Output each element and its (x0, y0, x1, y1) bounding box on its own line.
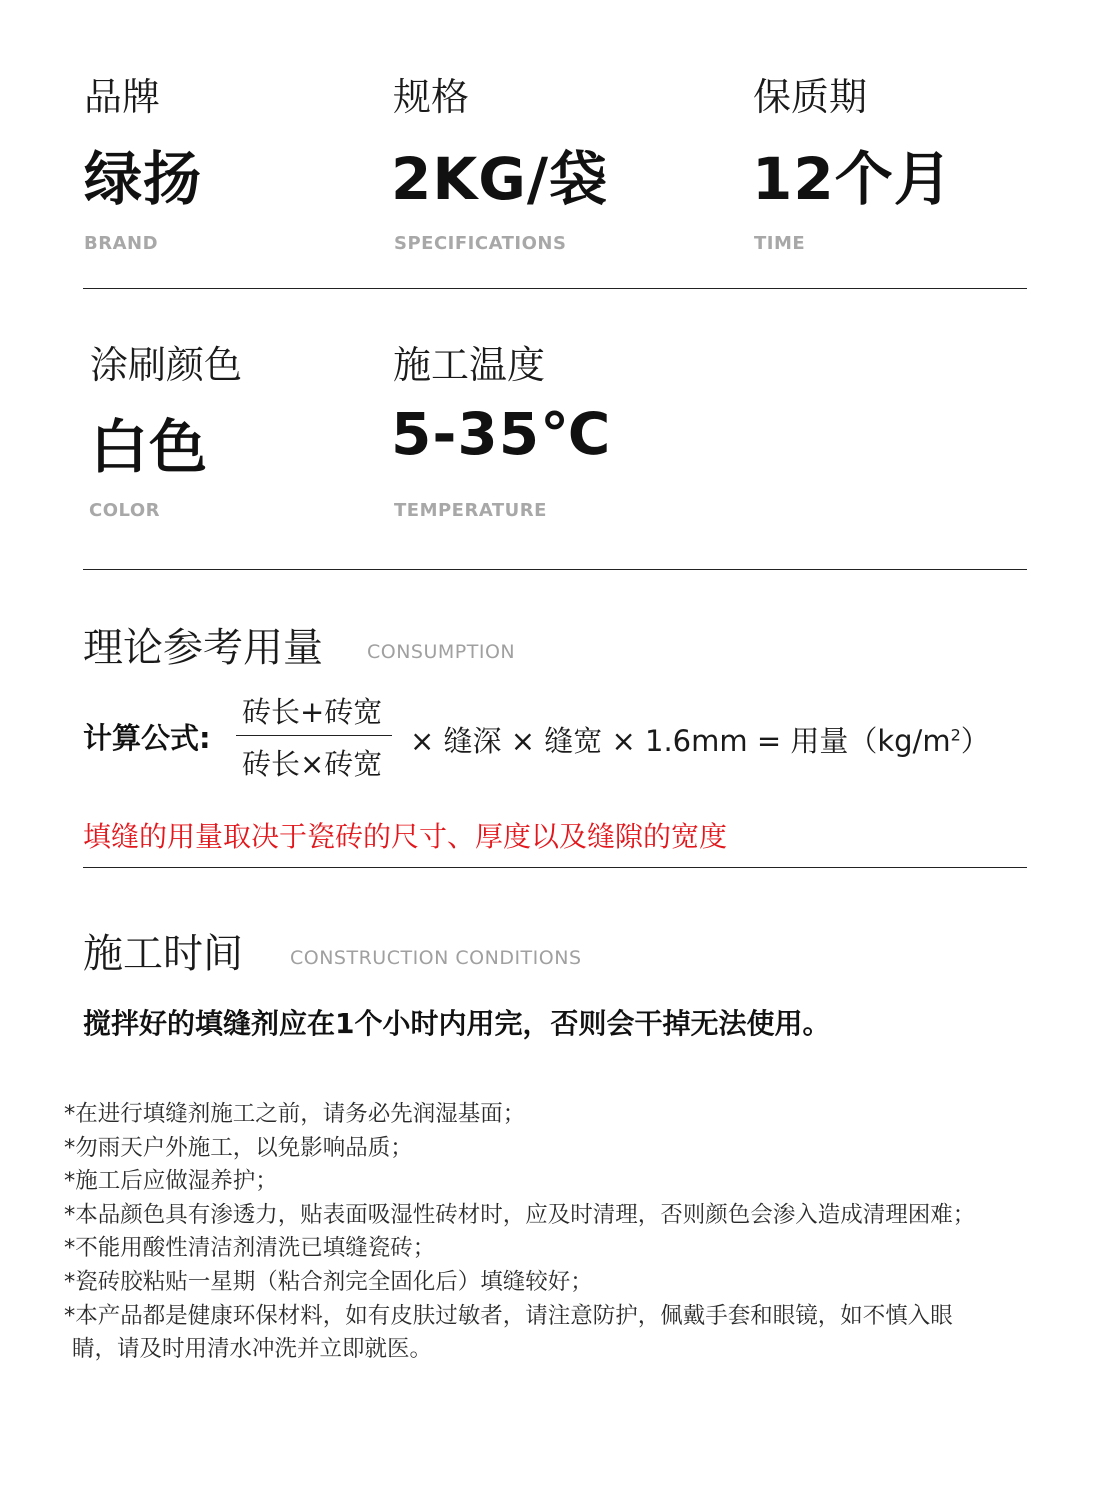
formula-expression-text: × 缝深 × 缝宽 × 1.6mm = 用量（kg/m (410, 724, 951, 758)
formula-label: 计算公式: (83, 721, 211, 755)
brand-en-label: BRAND (84, 233, 159, 254)
temperature-en-label: TEMPERATURE (394, 500, 547, 521)
consumption-title: 理论参考用量 (83, 625, 323, 671)
formula-exponent: 2 (950, 725, 961, 745)
list-item: *本品颜色具有渗透力，贴表面吸湿性砖材时，应及时清理，否则颜色会渗入造成清理困难； (64, 1201, 976, 1228)
shelf-life-label: 保质期 (753, 75, 868, 119)
construction-en-label: CONSTRUCTION CONDITIONS (290, 947, 582, 969)
shelf-life-en-label: TIME (754, 233, 806, 254)
formula-expression (410, 719, 990, 760)
shelf-life-value: 12个月 (752, 145, 953, 213)
precautions-list (64, 1098, 1074, 1367)
formula-numerator: 砖长+砖宽 (242, 695, 383, 729)
brand-label: 品牌 (84, 75, 161, 119)
list-item: *在进行填缝剂施工之前，请务必先润湿基面； (64, 1101, 526, 1127)
list-item: *施工后应做湿养护； (64, 1168, 278, 1195)
list-item-continuation (64, 1333, 1074, 1367)
consumption-en-label: CONSUMPTION (367, 641, 516, 663)
list-item: *本产品都是健康环保材料，如有皮肤过敏者，请注意防护，佩戴手套和眼镜，如不慎入眼 (64, 1302, 953, 1329)
divider-1 (83, 288, 1027, 289)
divider-2 (83, 569, 1027, 570)
list-item: *瓷砖胶粘贴一星期（粘合剂完全固化后）填缝较好； (64, 1268, 593, 1295)
brand-value: 绿扬 (84, 145, 203, 213)
construction-note: 搅拌好的填缝剂应在1个小时内用完，否则会干掉无法使用。 (83, 1007, 831, 1040)
temperature-value: 5-35℃ (391, 400, 612, 468)
divider-3 (83, 867, 1027, 868)
list-item-continuation-text: 睛，请及时用清水冲洗并立即就医。 (72, 1336, 433, 1363)
temperature-label: 施工温度 (393, 343, 546, 387)
formula-expression-end: ） (960, 724, 990, 758)
spec-value: 2KG/袋 (391, 145, 609, 213)
consumption-note: 填缝的用量取决于瓷砖的尺寸、厚度以及缝隙的宽度 (83, 820, 728, 853)
spec-en-label: SPECIFICATIONS (394, 233, 567, 254)
color-value: 白色 (90, 413, 209, 481)
color-en-label: COLOR (89, 500, 161, 521)
list-item: *不能用酸性清洁剂清洗已填缝瓷砖； (64, 1235, 436, 1262)
fraction-bar (236, 735, 392, 736)
formula-denominator: 砖长×砖宽 (242, 747, 383, 781)
color-label: 涂刷颜色 (90, 343, 243, 387)
list-item: *勿雨天户外施工，以免影响品质； (64, 1134, 413, 1161)
construction-title: 施工时间 (83, 931, 243, 977)
spec-label: 规格 (393, 75, 470, 119)
